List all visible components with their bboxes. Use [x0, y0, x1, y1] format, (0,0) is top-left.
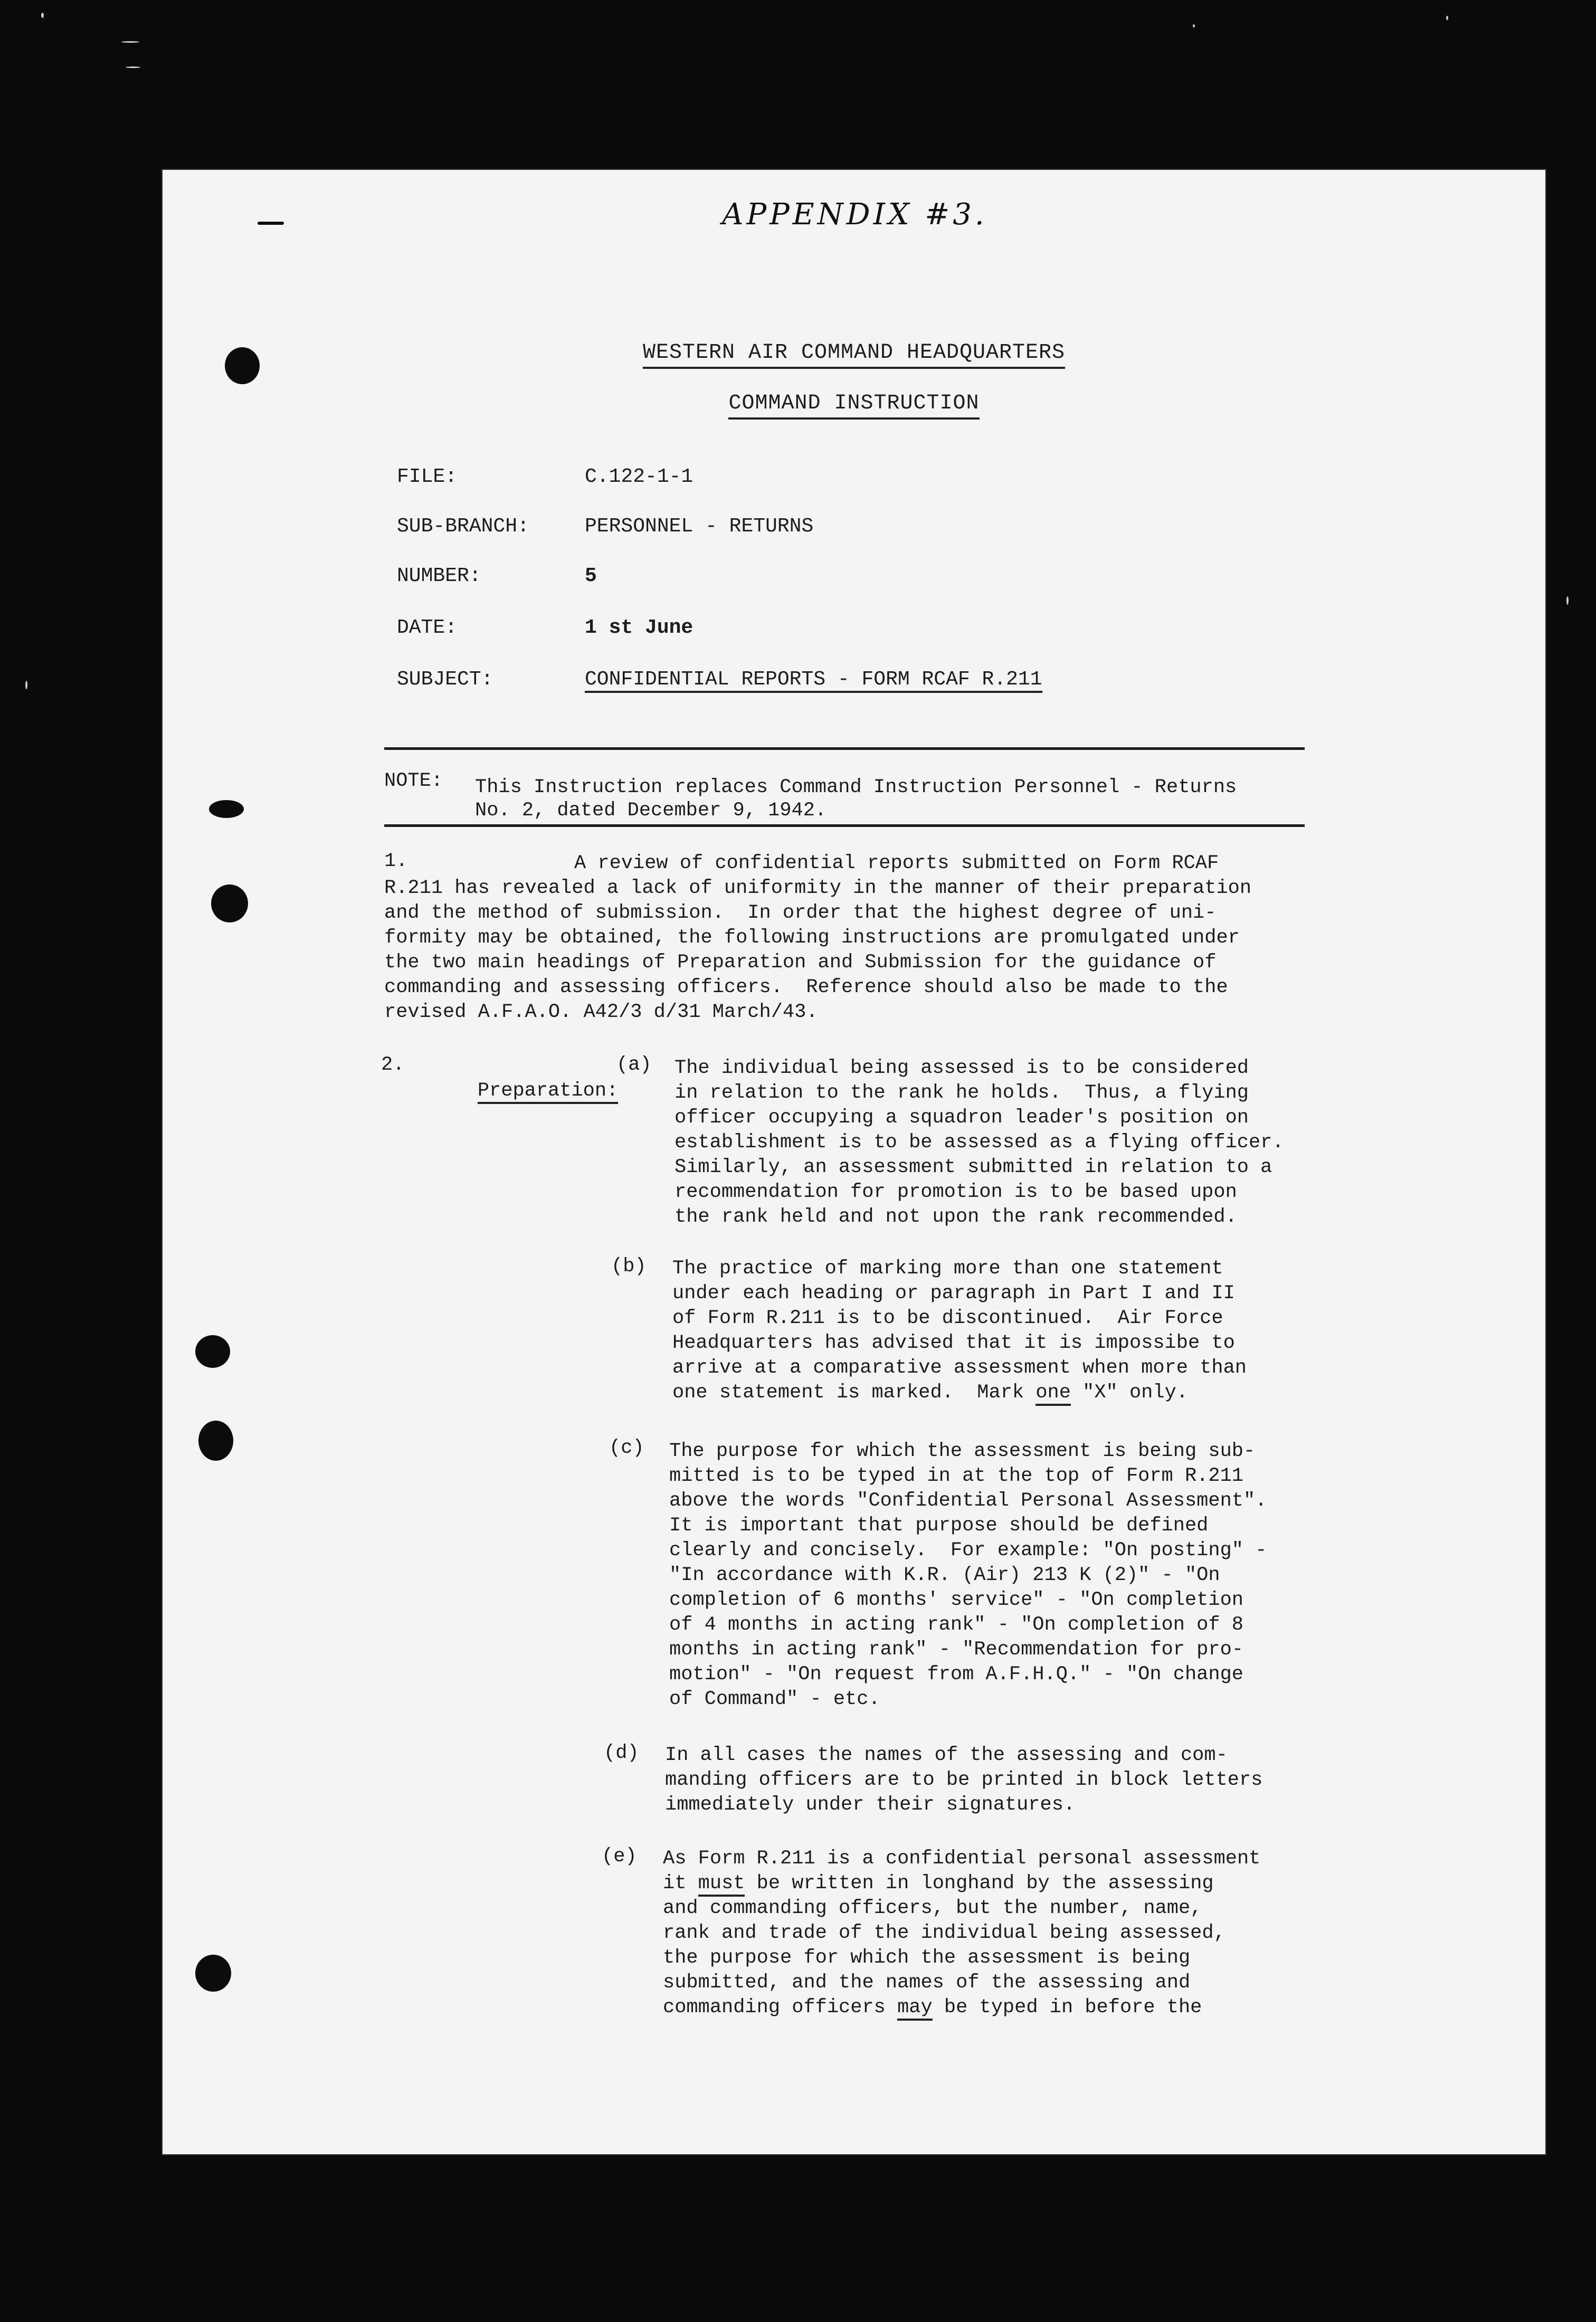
item-a-line: officer occupying a squadron leader's position on [674, 1107, 1249, 1129]
document-subtitle [163, 392, 1545, 415]
note-line-1: This Instruction replaces Command Instruction Personnel - Returns [475, 776, 1237, 798]
scan-speck [121, 41, 139, 43]
item-b-last-pre: one statement is marked. Mark [672, 1382, 1036, 1404]
number-label: NUMBER: [397, 565, 481, 587]
item-e-emphasis-may: may [897, 1996, 933, 2021]
sub-branch-label: SUB-BRANCH: [397, 515, 529, 538]
item-c-line: The purpose for which the assessment is being sub- [669, 1440, 1256, 1462]
item-a-line: The individual being assessed is to be considered [674, 1057, 1249, 1079]
para1-line: commanding and assessing officers. Reference should also be made to the [384, 976, 1228, 998]
para2-number: 2. [381, 1054, 405, 1076]
punch-hole [211, 884, 248, 922]
scan-speck [41, 13, 44, 18]
punch-hole [198, 1421, 233, 1461]
pin-mark [258, 222, 284, 225]
item-b-line: The practice of marking more than one statement [672, 1258, 1223, 1280]
item-c-line: It is important that purpose should be defined [669, 1515, 1209, 1537]
subject-label: SUBJECT: [397, 668, 493, 691]
item-b-line: under each heading or paragraph in Part I and II [672, 1282, 1235, 1305]
item-e-line [663, 1995, 1202, 2021]
appendix-handwritten-note: APPENDIX #3. [722, 197, 987, 232]
scan-speck [1446, 16, 1448, 20]
para1-number: 1. [384, 850, 408, 872]
date-label: DATE: [397, 616, 458, 639]
document-title [163, 341, 1545, 365]
item-a-line: in relation to the rank he holds. Thus, a flying [674, 1082, 1249, 1104]
item-e-line: and commanding officers, but the number, name, [663, 1897, 1202, 1919]
item-c-line: clearly and concisely. For example: "On posting" - [669, 1539, 1267, 1562]
item-b-emphasis: one [1036, 1382, 1071, 1406]
date-value: 1 st June [585, 616, 694, 639]
item-d-label: (d) [604, 1742, 639, 1764]
item-c-line: mitted is to be typed in at the top of Form R.211 [669, 1465, 1243, 1487]
item-b-line: of Form R.211 is to be discontinued. Air Force [672, 1307, 1223, 1329]
scan-speck [126, 66, 140, 68]
para2-heading-text: Preparation: [478, 1080, 618, 1104]
scan-speck [1566, 596, 1569, 605]
punch-hole [195, 1335, 230, 1368]
item-e-line: the purpose for which the assessment is being [663, 1947, 1191, 1969]
item-d-line: manding officers are to be printed in block letters [665, 1769, 1263, 1791]
punch-hole [209, 800, 244, 818]
item-a-line: recommendation for promotion is to be based upon [674, 1181, 1237, 1203]
item-e-line: rank and trade of the individual being assessed, [663, 1922, 1226, 1944]
para1-line: the two main headings of Preparation and Submission for the guidance of [384, 951, 1217, 974]
item-c-line: motion" - "On request from A.F.H.Q." - "On change [669, 1663, 1243, 1686]
file-label: FILE: [397, 465, 458, 488]
item-c-line: of Command" - etc. [669, 1688, 880, 1710]
item-c-line: of 4 months in acting rank" - "On completion of 8 [669, 1614, 1243, 1636]
para2-heading [431, 1052, 618, 1130]
item-c-line: "In accordance with K.R. (Air) 213 K (2)" - "On [669, 1564, 1220, 1586]
sub-branch-value: PERSONNEL - RETURNS [585, 515, 814, 538]
subject-value [585, 668, 1042, 691]
scan-speck [25, 681, 27, 689]
item-e-emphasis-must: must [698, 1872, 745, 1897]
item-c-line: above the words "Confidential Personal Assessment". [669, 1490, 1267, 1512]
file-value: C.122-1-1 [585, 465, 694, 488]
para1-line: R.211 has revealed a lack of uniformity in the manner of their preparation [384, 877, 1252, 899]
scan-speck [1193, 24, 1195, 27]
item-e-label: (e) [602, 1845, 637, 1868]
item-b-label: (b) [611, 1255, 647, 1278]
item-e-line: submitted, and the names of the assessing and [663, 1972, 1191, 1994]
item-b-last-post: "X" only. [1070, 1382, 1188, 1404]
item-d-line: In all cases the names of the assessing and com- [665, 1744, 1228, 1766]
para1-line: formity may be obtained, the following instructions are promulgated under [384, 927, 1240, 949]
item-a-line: the rank held and not upon the rank recommended. [674, 1206, 1237, 1228]
item-e-line [663, 1871, 1214, 1897]
subject-value-text: CONFIDENTIAL REPORTS - FORM RCAF R.211 [585, 668, 1042, 693]
item-c-line: completion of 6 months' service" - "On completion [669, 1589, 1243, 1611]
note-line-2: No. 2, dated December 9, 1942. [475, 800, 827, 822]
para1-line: and the method of submission. In order that the highest degree of uni- [384, 902, 1217, 924]
document-page [163, 170, 1545, 2154]
item-c-label: (c) [609, 1437, 644, 1459]
item-e-line: As Form R.211 is a confidential personal assessment [663, 1848, 1261, 1870]
document-subtitle-text: COMMAND INSTRUCTION [728, 392, 979, 420]
item-b-line [672, 1380, 1188, 1406]
item-d-line: immediately under their signatures. [665, 1794, 1076, 1816]
para1-line: revised A.F.A.O. A42/3 d/31 March/43. [384, 1001, 818, 1023]
item-e-line2-post: be written in longhand by the assessing [745, 1872, 1214, 1895]
item-e-line2-pre: it [663, 1872, 698, 1895]
note-label: NOTE: [384, 770, 443, 792]
note-underline [384, 824, 1305, 827]
document-title-text: WESTERN AIR COMMAND HEADQUARTERS [643, 341, 1065, 369]
item-b-line: Headquarters has advised that it is impossibe to [672, 1332, 1235, 1354]
para1-line: A review of confidential reports submitted on Form RCAF [574, 852, 1219, 874]
item-c-line: months in acting rank" - "Recommendation for pro- [669, 1639, 1243, 1661]
item-a-label: (a) [616, 1054, 652, 1076]
section-divider [384, 747, 1305, 750]
item-b-line: arrive at a comparative assessment when more than [672, 1357, 1247, 1379]
item-e-last-pre: commanding officers [663, 1996, 898, 2019]
item-a-line: Similarly, an assessment submitted in relation to a [674, 1156, 1272, 1178]
number-value: 5 [585, 565, 597, 587]
punch-hole [195, 1955, 231, 1992]
item-a-line: establishment is to be assessed as a flying officer. [674, 1131, 1284, 1154]
item-e-last-post: be typed in before the [932, 1996, 1202, 2019]
